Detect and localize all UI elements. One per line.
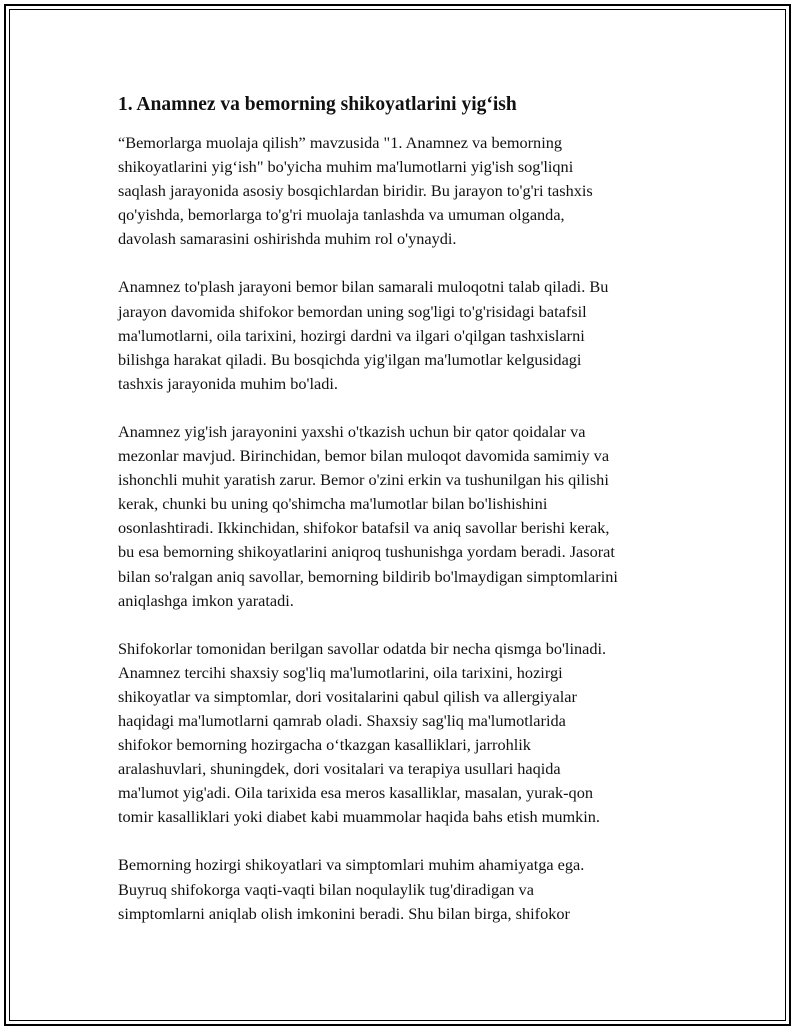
paragraph-line: simptomlarni aniqlab olish imkonini beradi. Shu bilan birga, shifokor: [118, 903, 570, 923]
paragraph-line: ma'lumot yig'adi. Oila tarixida esa meros kasalliklar, masalan, yurak-qon: [118, 783, 593, 803]
paragraph-4: [118, 637, 688, 830]
paragraph-line: Anamnez tercihi shaxsiy sog'liq ma'lumotlarini, oila tarixini, hozirgi: [118, 662, 563, 682]
paragraph-line: ma'lumotlarni, oila tarixini, hozirgi dardni va ilgari o'qilgan tashxislarni: [118, 325, 585, 345]
section-heading: 1. Anamnez va bemorning shikoyatlarini yig‘ish: [118, 94, 517, 115]
paragraph-line: Bemorning hozirgi shikoyatlari va simptomlari muhim ahamiyatga ega.: [118, 855, 585, 875]
paragraph-line: Anamnez to'plash jarayoni bemor bilan samarali muloqotni talab qiladi. Bu: [118, 277, 609, 297]
paragraph-line: shifokor bemorning hozirgacha o‘tkazgan kasalliklari, jarrohlik: [118, 735, 531, 755]
paragraph-line: bilan so'ralgan aniq savollar, bemorning bildirib bo'lmaydigan simptomlarini: [118, 566, 618, 586]
paragraph-line: Shifokorlar tomonidan berilgan savollar odatda bir necha qismga bo'linadi.: [118, 638, 607, 658]
paragraph-line: jarayon davomida shifokor bemordan uning sog'ligi to'g'risidagi batafsil: [118, 301, 587, 321]
paragraph-1: [118, 131, 688, 251]
paragraph-line: ishonchli muhit yaratish zarur. Bemor o'zini erkin va tushunilgan his qilishi: [118, 470, 609, 490]
paragraph-line: shikoyatlar va simptomlar, dori vositalarini qabul qilish va allergiyalar: [118, 686, 577, 706]
paragraph-line: saqlash jarayonida asosiy bosqichlardan biridir. Bu jarayon to'g'ri tashxis: [118, 181, 593, 201]
paragraph-line: shikoyatlarini yig‘ish" bo'yicha muhim ma'lumotlarni yig'ish sog'liqni: [118, 157, 574, 177]
paragraph-line: mezonlar mavjud. Birinchidan, bemor bilan muloqot davomida samimiy va: [118, 446, 610, 466]
document-page: [118, 92, 688, 950]
paragraph-line: aniqlashga imkon yaratadi.: [118, 590, 294, 610]
paragraph-line: kerak, chunki bu uning qo'shimcha ma'lumotlar bilan bo'lishishini: [118, 494, 548, 514]
paragraph-line: bu esa bemorning shikoyatlarini aniqroq tushunishga yordam beradi. Jasorat: [118, 542, 615, 562]
paragraph-line: qo'yishda, bemorlarga to'g'ri muolaja tanlashda va umuman olganda,: [118, 205, 565, 225]
paragraph-5: [118, 853, 688, 925]
paragraph-2: [118, 275, 688, 395]
paragraph-line: aralashuvlari, shuningdek, dori vositalari va terapiya usullari haqida: [118, 759, 561, 779]
paragraph-3: [118, 420, 688, 613]
paragraph-line: osonlashtiradi. Ikkinchidan, shifokor batafsil va aniq savollar berishi kerak,: [118, 518, 610, 538]
paragraph-line: bilishga harakat qiladi. Bu bosqichda yig'ilgan ma'lumotlar kelgusidagi: [118, 349, 582, 369]
paragraph-line: Anamnez yig'ish jarayonini yaxshi o'tkazish uchun bir qator qoidalar va: [118, 421, 586, 441]
paragraph-line: Buyruq shifokorga vaqti-vaqti bilan noqulaylik tug'diradigan va: [118, 879, 534, 899]
paragraph-line: haqidagi ma'lumotlarni qamrab oladi. Shaxsiy sag'liq ma'lumotlarida: [118, 710, 566, 730]
paragraph-line: tashxis jarayonida muhim bo'ladi.: [118, 373, 338, 393]
paragraph-line: davolash samarasini oshirishda muhim rol o'ynaydi.: [118, 229, 457, 249]
paragraph-line: “Bemorlarga muolaja qilish” mavzusida "1. Anamnez va bemorning: [118, 133, 563, 152]
paragraph-line: tomir kasalliklari yoki diabet kabi muammolar haqida bahs etish mumkin.: [118, 807, 601, 827]
